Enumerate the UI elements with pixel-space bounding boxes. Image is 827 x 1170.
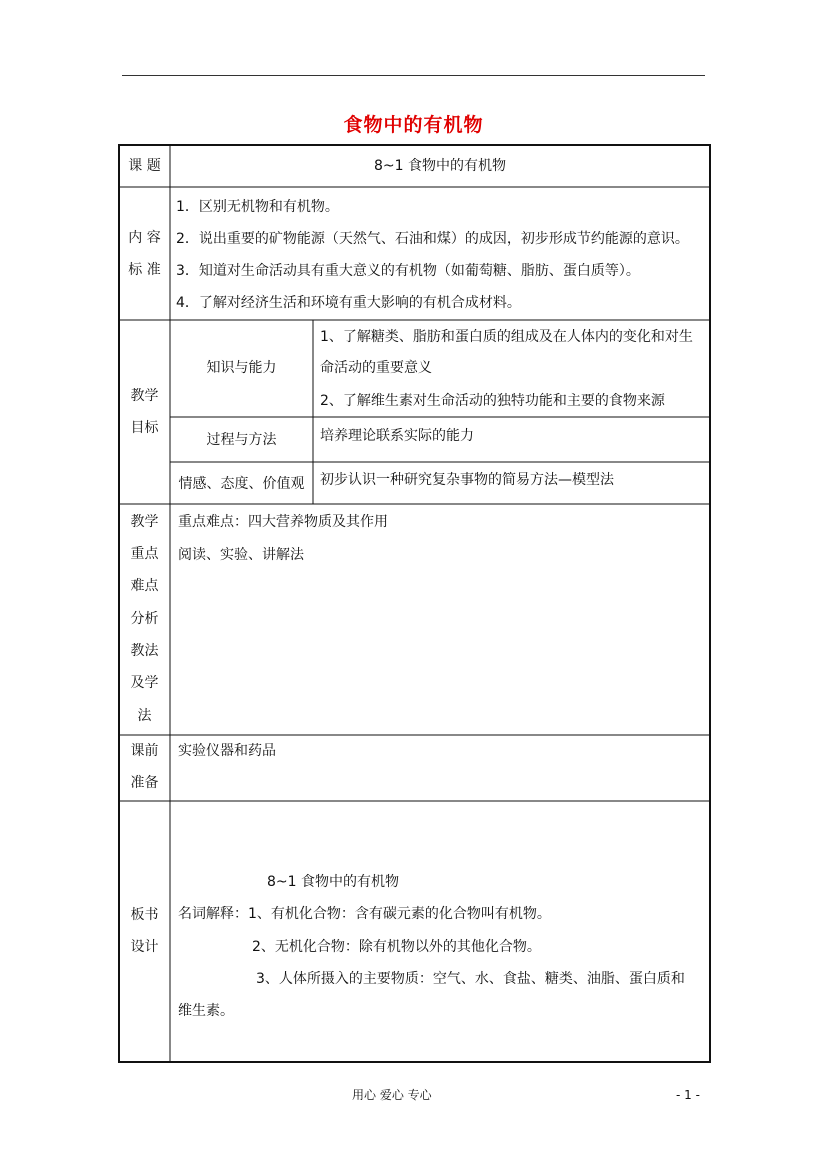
content-standard-label-2: 标 准 — [128, 262, 161, 278]
emotion-label: 情感、态度、价值观 — [178, 476, 305, 492]
preparation-label-2: 准备 — [130, 775, 159, 791]
footer-page-number: - 1 - — [676, 1088, 700, 1102]
teaching-goals-label-2: 目标 — [130, 420, 159, 436]
key-points-label-7: 法 — [137, 708, 152, 724]
key-points-label-3: 难点 — [130, 578, 159, 594]
key-points-label-4: 分析 — [130, 611, 159, 627]
emotion-text: 初步认识一种研究复杂事物的简易方法—模型法 — [320, 472, 614, 488]
preparation-text: 实验仪器和药品 — [178, 743, 276, 759]
board-line-1: 名词解释：1、有机化合物：含有碳元素的化合物叫有机物。 — [178, 906, 551, 922]
standard-item-1: 1．区别无机物和有机物。 — [176, 199, 339, 215]
knowledge-line-3: 2、了解维生素对生命活动的独特功能和主要的食物来源 — [320, 393, 665, 409]
content-standard-label-1: 内 容 — [128, 230, 161, 246]
board-heading: 8~1 食物中的有机物 — [267, 874, 399, 890]
key-points-label-1: 教学 — [130, 514, 159, 530]
standard-item-3: 3．知道对生命活动具有重大意义的有机物（如葡萄糖、脂肪、蛋白质等）。 — [176, 263, 640, 279]
key-points-line-2: 阅读、实验、讲解法 — [178, 547, 304, 563]
key-points-label-2: 重点 — [130, 546, 159, 562]
preparation-label-1: 课前 — [130, 743, 159, 759]
footer-motto: 用心 爱心 专心 — [352, 1088, 432, 1102]
knowledge-line-2: 命活动的重要意义 — [320, 360, 432, 376]
key-points-label-5: 教法 — [130, 643, 159, 659]
topic-value: 8~1 食物中的有机物 — [374, 158, 506, 174]
standard-item-2: 2．说出重要的矿物能源（天然气、石油和煤）的成因，初步形成节约能源的意识。 — [176, 231, 689, 247]
standard-item-4: 4．了解对经济生活和环境有重大影响的有机合成材料。 — [176, 295, 521, 311]
key-points-line-1: 重点难点：四大营养物质及其作用 — [178, 514, 388, 530]
board-line-2: 2、无机化合物：除有机物以外的其他化合物。 — [252, 939, 541, 955]
process-label: 过程与方法 — [206, 432, 277, 448]
page-title: 食物中的有机物 — [343, 114, 484, 136]
key-points-label-6: 及学 — [130, 675, 159, 691]
board-line-3: 3、人体所摄入的主要物质：空气、水、食盐、糖类、油脂、蛋白质和 — [256, 971, 685, 987]
process-text: 培养理论联系实际的能力 — [320, 428, 474, 444]
topic-label: 课 题 — [128, 158, 161, 174]
board-design-label-2: 设计 — [130, 939, 159, 955]
knowledge-label: 知识与能力 — [206, 360, 277, 376]
board-design-label-1: 板书 — [130, 907, 159, 923]
teaching-goals-label-1: 教学 — [130, 388, 159, 404]
board-line-4: 维生素。 — [178, 1003, 234, 1019]
knowledge-line-1: 1、了解糖类、脂肪和蛋白质的组成及在人体内的变化和对生 — [320, 329, 693, 345]
